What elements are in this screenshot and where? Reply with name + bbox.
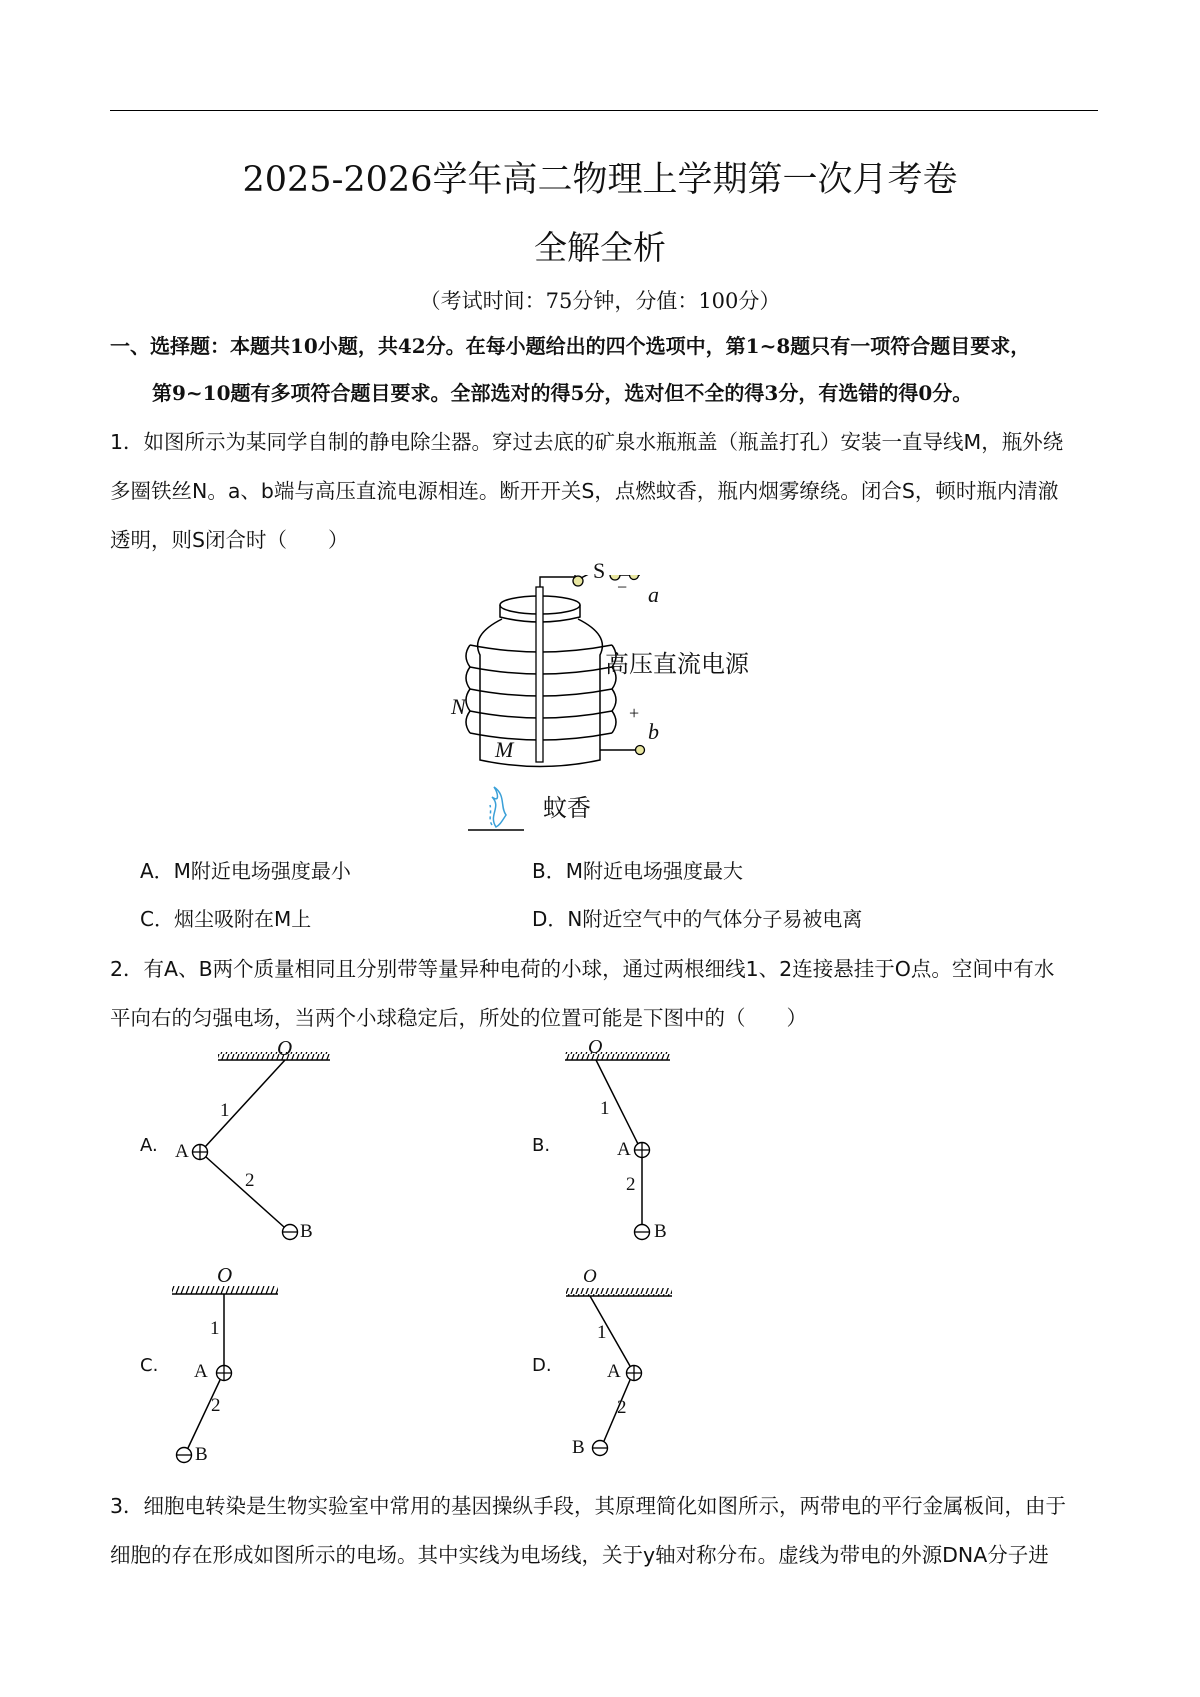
q2a-l2: 2 <box>245 1170 255 1191</box>
q2b-ball-a: A <box>617 1139 631 1160</box>
terminal-b-dot <box>636 746 645 755</box>
section-heading-line2: 第9~10题有多项符合题目要求。全部选对的得5分，选对但不全的得3分，有选错的得0分。 <box>152 381 973 405</box>
q2-option-letter-c[interactable]: C. <box>140 1355 159 1376</box>
q2a-o: O <box>277 1036 293 1060</box>
q3-line2: 细胞的存在形成如图所示的电场。其中实线为电场线，关于y轴对称分布。虚线为带电的外源DNA分子进 <box>110 1543 1049 1567</box>
incense-smoke-icon <box>492 787 506 827</box>
q2b-l2: 2 <box>626 1174 636 1195</box>
q3-line1: 3．细胞电转染是生物实验室中常用的基因操纵手段，其原理简化如图所示，两带电的平行金属板间，由于 <box>110 1494 1067 1518</box>
top-lead <box>540 575 575 587</box>
q1-option-d[interactable]: D．N附近空气中的气体分子易被电离 <box>532 907 863 931</box>
q1-option-b[interactable]: B．M附近电场强度最大 <box>532 859 743 883</box>
wire-m <box>536 587 543 762</box>
label-incense: 蚊香 <box>543 794 591 822</box>
q2d-l1: 1 <box>597 1322 607 1343</box>
q2-option-letter-d[interactable]: D. <box>532 1355 552 1376</box>
top-rule <box>110 110 1098 111</box>
q2c-ball-b: B <box>195 1444 208 1465</box>
label-b: b <box>648 719 659 744</box>
section-heading-line1: 一、选择题：本题共10小题，共42分。在每小题给出的四个选项中，第1~8题只有一项符合题目要求， <box>110 334 1031 358</box>
q2-diagrams <box>0 1030 1200 1470</box>
q2d-ball-b: B <box>572 1437 585 1458</box>
q2c-l1: 1 <box>210 1318 220 1339</box>
q2-diagram-a[interactable] <box>193 1052 331 1240</box>
q1-option-c[interactable]: C．烟尘吸附在M上 <box>140 907 312 931</box>
q2-diagram-c[interactable] <box>172 1286 278 1463</box>
q1-option-a[interactable]: A．M附近电场强度最小 <box>140 859 351 883</box>
label-s: S <box>593 558 606 583</box>
label-plus: + <box>629 703 640 723</box>
q2c-l2: 2 <box>211 1395 221 1416</box>
q2-option-letter-a[interactable]: A. <box>140 1135 158 1156</box>
q1-precipitator-figure <box>440 575 780 835</box>
exam-info: （考试时间：75分钟，分值：100分） <box>419 289 781 313</box>
q2-option-letter-b[interactable]: B. <box>532 1135 551 1156</box>
q2-line1: 2．有A、B两个质量相同且分别带等量异种电荷的小球，通过两根细线1、2连接悬挂于O点。空间中有水 <box>110 957 1055 981</box>
terminal-a-dot <box>630 575 639 580</box>
q2b-o: O <box>588 1036 603 1058</box>
q2d-o: O <box>583 1266 597 1287</box>
label-power-source: 高压直流电源 <box>605 650 749 678</box>
q2a-ball-a: A <box>175 1141 189 1162</box>
label-m: M <box>495 737 514 762</box>
q1-line3: 透明，则S闭合时（ ） <box>110 528 349 552</box>
page-subtitle: 全解全析 <box>534 228 666 267</box>
q2a-l1: 1 <box>220 1100 230 1121</box>
q2d-ball-a: A <box>607 1361 621 1382</box>
q1-line2: 多圈铁丝N。a、b端与高压直流电源相连。断开开关S，点燃蚊香，瓶内烟雾缭绕。闭合S，顿时瓶内清澈 <box>110 479 1059 503</box>
q2c-o: O <box>217 1263 233 1287</box>
q1-line1: 1．如图所示为某同学自制的静电除尘器。穿过去底的矿泉水瓶瓶盖（瓶盖打孔）安装一直导线M，瓶外绕 <box>110 430 1064 454</box>
q2b-ball-b: B <box>654 1221 667 1242</box>
label-a: a <box>648 582 659 607</box>
page-title: 2025-2026学年高二物理上学期第一次月考卷 <box>242 160 958 200</box>
label-n: N <box>451 694 466 719</box>
label-minus: − <box>617 577 628 597</box>
q2b-l1: 1 <box>600 1098 610 1119</box>
q2-line2: 平向右的匀强电场，当两个小球稳定后，所处的位置可能是下图中的（ ） <box>110 1006 807 1030</box>
q2a-ball-b: B <box>300 1221 313 1242</box>
q2d-l2: 2 <box>617 1397 627 1418</box>
q2c-ball-a: A <box>194 1361 208 1382</box>
